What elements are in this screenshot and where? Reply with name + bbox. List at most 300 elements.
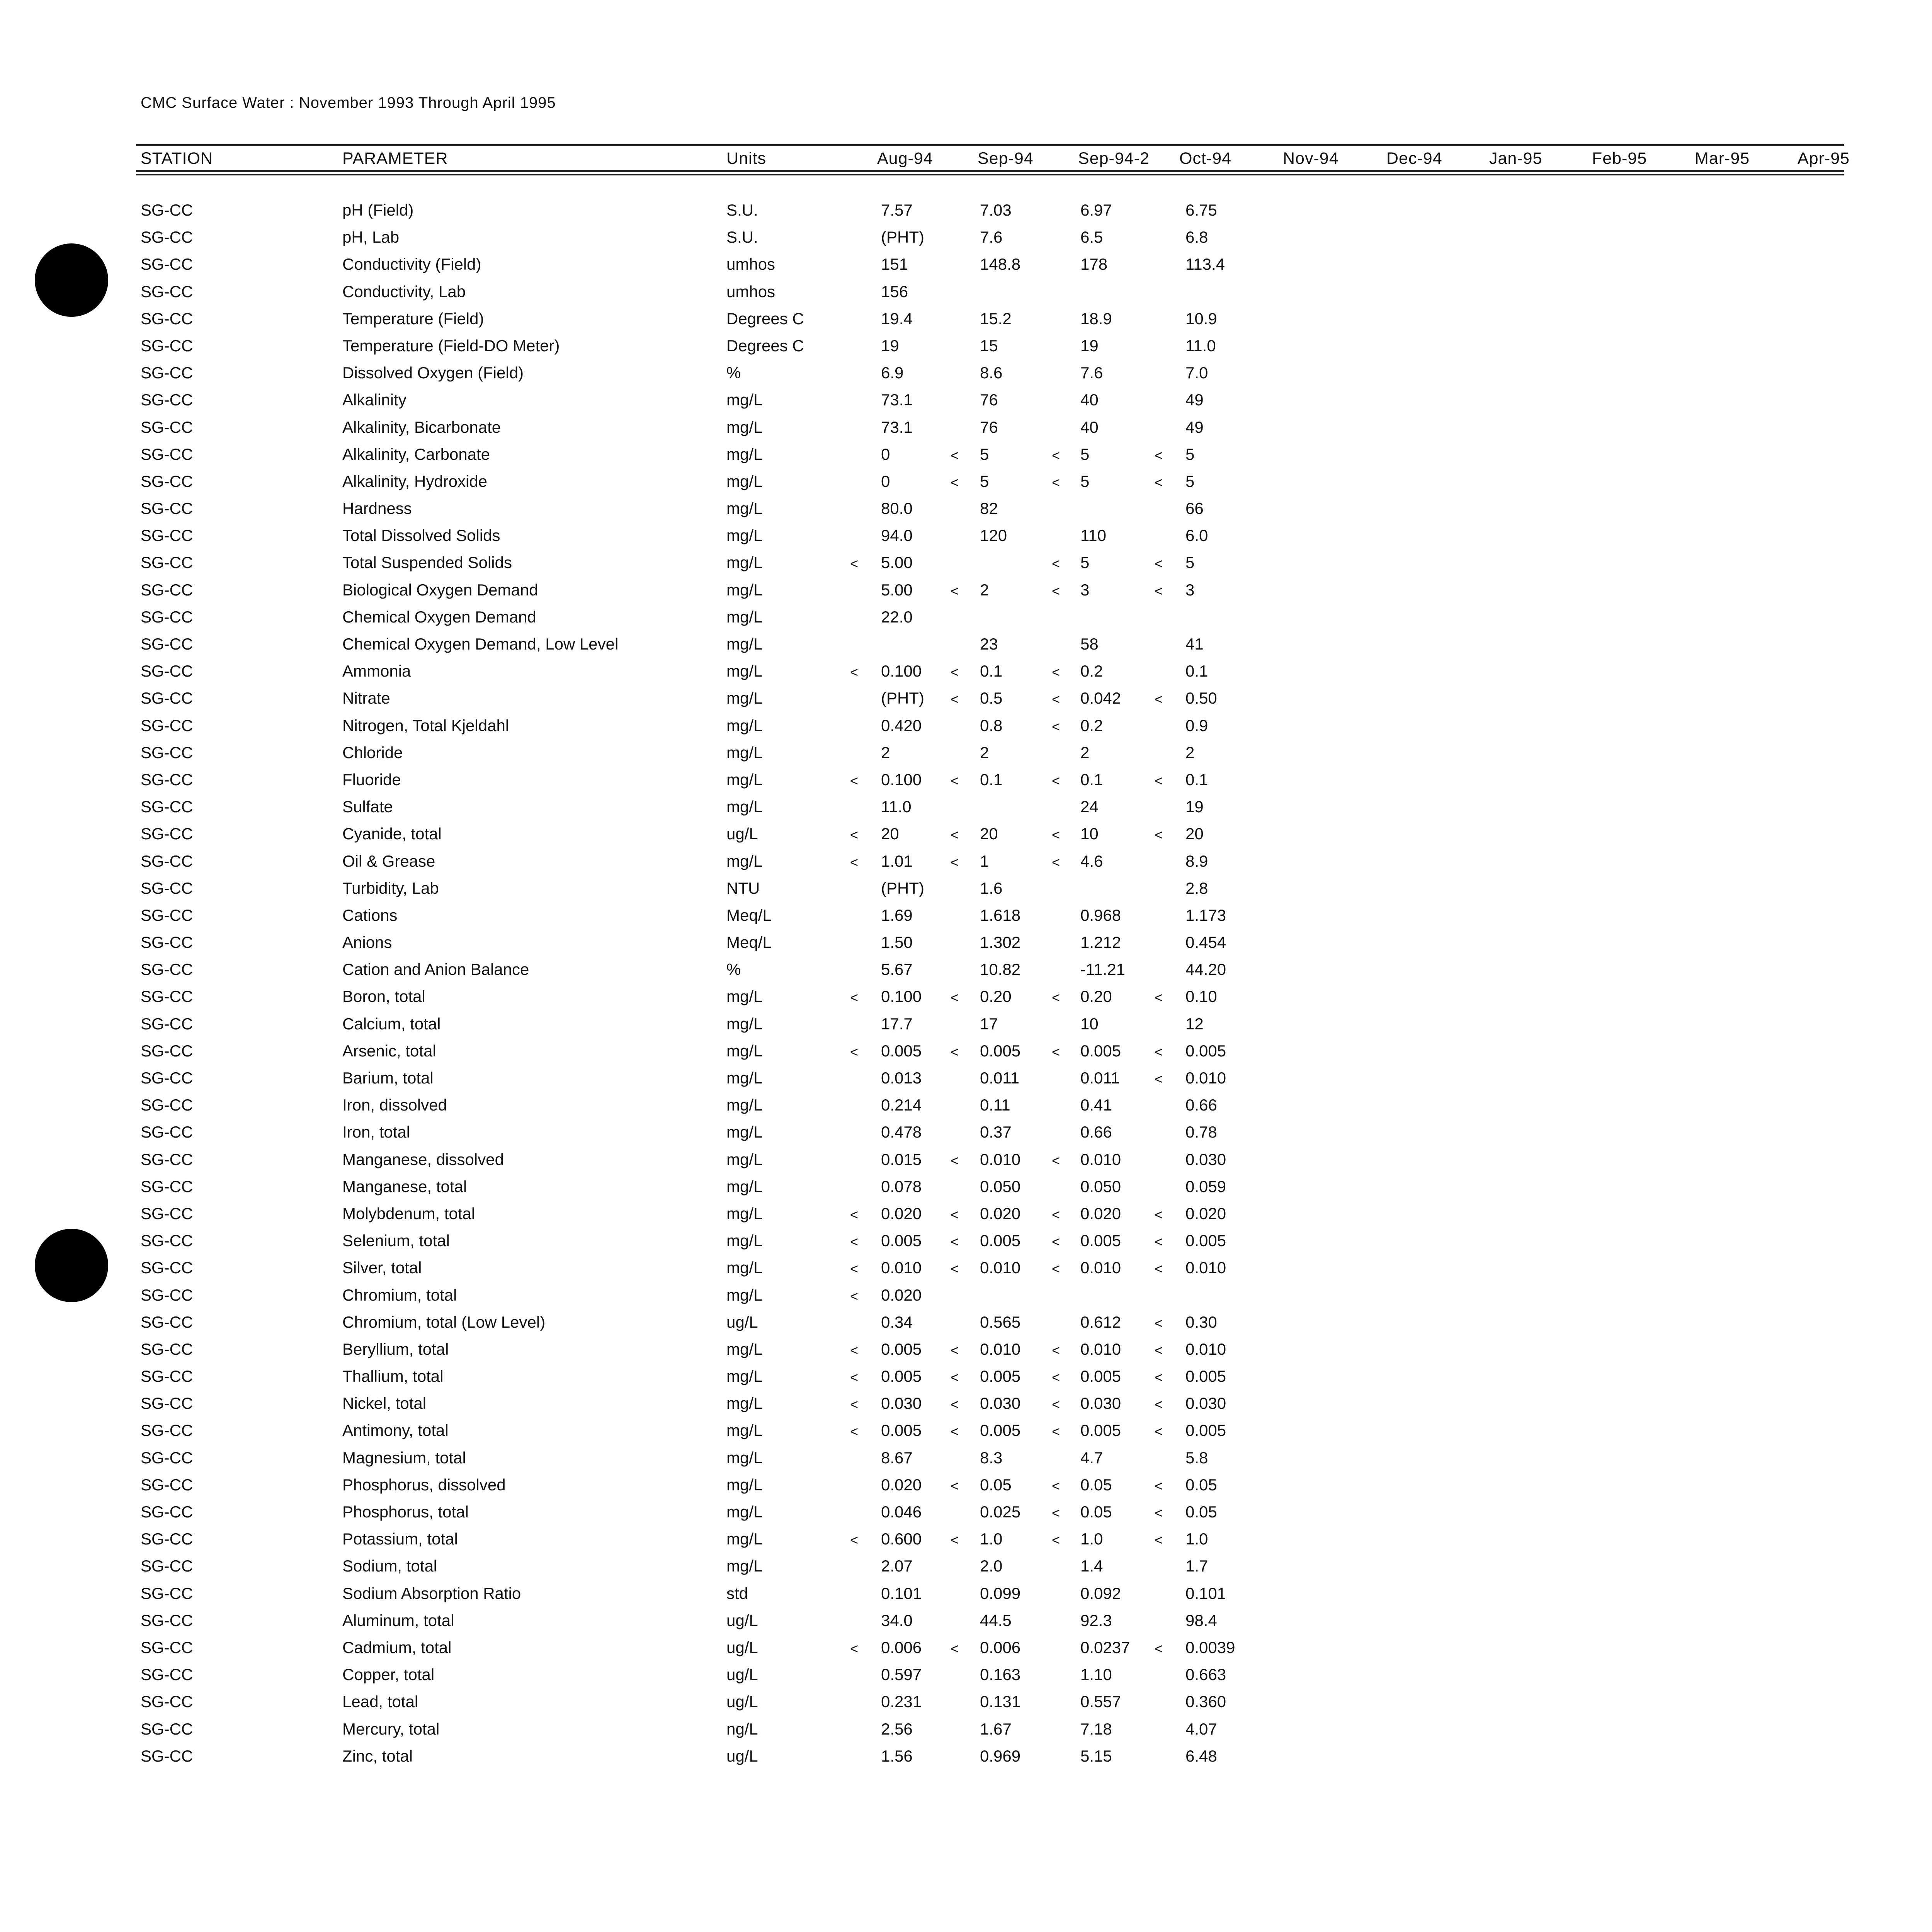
cell-value-sep2: 1.0 [1080, 1530, 1103, 1548]
cell-parameter: Manganese, dissolved [342, 1150, 504, 1168]
less-than-qualifier: < [1052, 1478, 1060, 1494]
cell-value-oct: 10.9 [1185, 309, 1217, 328]
cell-units: mg/L [726, 1231, 763, 1250]
header-month: Mar-95 [1695, 149, 1750, 168]
cell-value-sep: 8.3 [980, 1448, 1003, 1467]
cell-station: SG-CC [141, 1611, 193, 1629]
cell-value-sep: 0.010 [980, 1340, 1021, 1358]
cell-parameter: Biological Oxygen Demand [342, 580, 538, 599]
cell-value-sep: 0.030 [980, 1394, 1021, 1413]
cell-units: mg/L [726, 1448, 763, 1467]
table-row [0, 848, 1932, 875]
table-row [0, 1580, 1932, 1607]
cell-parameter: Dissolved Oxygen (Field) [342, 364, 524, 382]
table-row [0, 495, 1932, 522]
cell-parameter: Turbidity, Lab [342, 879, 439, 897]
cell-station: SG-CC [141, 499, 193, 518]
cell-station: SG-CC [141, 1204, 193, 1223]
header-month: Sep-94-2 [1078, 149, 1150, 168]
cell-station: SG-CC [141, 1340, 193, 1358]
less-than-qualifier: < [1052, 718, 1060, 735]
cell-value-oct: 0.663 [1185, 1665, 1226, 1684]
cell-value-aug: (PHT) [881, 228, 924, 247]
less-than-qualifier: < [1155, 990, 1163, 1006]
cell-parameter: Chromium, total [342, 1286, 457, 1304]
cell-value-sep2: 7.18 [1080, 1719, 1112, 1738]
cell-value-oct: 1.0 [1185, 1530, 1208, 1548]
cell-units: % [726, 364, 741, 382]
cell-units: ng/L [726, 1719, 758, 1738]
cell-value-sep: 1 [980, 852, 989, 870]
table-row [0, 1011, 1932, 1038]
cell-units: mg/L [726, 1503, 763, 1521]
cell-units: mg/L [726, 1096, 763, 1114]
cell-parameter: Conductivity, Lab [342, 282, 466, 301]
cell-value-sep2: 0.005 [1080, 1367, 1121, 1386]
cell-value-sep2: 0.011 [1080, 1069, 1120, 1087]
cell-value-sep2: 4.6 [1080, 852, 1103, 870]
table-row [0, 1309, 1932, 1336]
cell-units: mg/L [726, 607, 763, 626]
header-month: Feb-95 [1592, 149, 1647, 168]
cell-value-sep2: 0.005 [1080, 1231, 1121, 1250]
cell-value-sep2: 0.005 [1080, 1041, 1121, 1060]
cell-parameter: Conductivity (Field) [342, 255, 481, 274]
cell-value-aug: 19 [881, 336, 899, 355]
cell-value-oct: 0.9 [1185, 716, 1208, 735]
cell-value-sep2: 10 [1080, 825, 1099, 843]
cell-value-sep2: 0.050 [1080, 1177, 1121, 1196]
cell-value-aug: 0.478 [881, 1123, 922, 1141]
cell-parameter: Beryllium, total [342, 1340, 449, 1358]
cell-station: SG-CC [141, 743, 193, 762]
cell-units: mg/L [726, 635, 763, 653]
cell-value-sep: 0.131 [980, 1692, 1021, 1711]
cell-value-oct: 0.05 [1185, 1475, 1217, 1494]
table-row [0, 1553, 1932, 1580]
table-row [0, 197, 1932, 224]
cell-station: SG-CC [141, 445, 193, 463]
cell-value-aug: 22.0 [881, 607, 913, 626]
cell-station: SG-CC [141, 1448, 193, 1467]
cell-units: Degrees C [726, 336, 804, 355]
cell-value-oct: 5 [1185, 445, 1195, 463]
less-than-qualifier: < [1052, 1206, 1060, 1223]
cell-value-oct: 98.4 [1185, 1611, 1217, 1629]
cell-parameter: Cadmium, total [342, 1638, 452, 1656]
cell-parameter: Sulfate [342, 798, 393, 816]
header-month: Nov-94 [1283, 149, 1339, 168]
cell-parameter: Selenium, total [342, 1231, 450, 1250]
cell-units: mg/L [726, 743, 763, 762]
cell-value-sep2: 4.7 [1080, 1448, 1103, 1467]
less-than-qualifier: < [951, 1152, 959, 1168]
cell-parameter: Cations [342, 906, 398, 924]
cell-value-sep2: 10 [1080, 1014, 1099, 1033]
less-than-qualifier: < [1052, 556, 1060, 572]
cell-parameter: Zinc, total [342, 1747, 413, 1765]
cell-value-oct: 2.8 [1185, 879, 1208, 897]
cell-value-aug: 2.56 [881, 1719, 913, 1738]
less-than-qualifier: < [850, 854, 859, 870]
cell-units: ug/L [726, 1692, 758, 1711]
cell-value-oct: 19 [1185, 798, 1204, 816]
cell-value-oct: 0.010 [1185, 1069, 1226, 1087]
cell-value-sep: 0.11 [980, 1096, 1010, 1114]
cell-value-sep2: 0.968 [1080, 906, 1121, 924]
table-row [0, 821, 1932, 848]
cell-parameter: Phosphorus, total [342, 1503, 469, 1521]
cell-value-sep2: 0.092 [1080, 1584, 1121, 1602]
cell-station: SG-CC [141, 689, 193, 707]
cell-parameter: Potassium, total [342, 1530, 458, 1548]
cell-value-oct: 5 [1185, 553, 1195, 572]
cell-value-sep: 23 [980, 635, 998, 653]
cell-value-oct: 3 [1185, 580, 1195, 599]
cell-value-sep: 0.099 [980, 1584, 1021, 1602]
cell-value-sep: 1.67 [980, 1719, 1012, 1738]
cell-value-sep: 0.020 [980, 1204, 1021, 1223]
cell-value-oct: 0.030 [1185, 1150, 1226, 1168]
cell-value-sep2: 0.030 [1080, 1394, 1121, 1413]
cell-value-sep: 2 [980, 743, 989, 762]
cell-units: mg/L [726, 1286, 763, 1304]
cell-parameter: Iron, total [342, 1123, 410, 1141]
cell-value-aug: (PHT) [881, 689, 924, 707]
cell-parameter: Boron, total [342, 987, 425, 1006]
less-than-qualifier: < [1155, 556, 1163, 572]
less-than-qualifier: < [850, 1342, 859, 1358]
cell-value-aug: 156 [881, 282, 908, 301]
cell-units: mg/L [726, 1475, 763, 1494]
cell-value-sep2: 6.97 [1080, 201, 1112, 219]
cell-station: SG-CC [141, 1475, 193, 1494]
cell-value-sep: 5 [980, 445, 989, 463]
cell-station: SG-CC [141, 906, 193, 924]
cell-parameter: Calcium, total [342, 1014, 441, 1033]
cell-value-oct: 0.10 [1185, 987, 1217, 1006]
cell-value-oct: 0.020 [1185, 1204, 1226, 1223]
cell-units: mg/L [726, 1123, 763, 1141]
cell-value-sep2: 19 [1080, 336, 1099, 355]
less-than-qualifier: < [951, 1261, 959, 1277]
cell-units: mg/L [726, 1259, 763, 1277]
less-than-qualifier: < [1155, 1234, 1163, 1250]
less-than-qualifier: < [1155, 1396, 1163, 1413]
cell-value-sep2: 0.66 [1080, 1123, 1112, 1141]
header-month: Jan-95 [1489, 149, 1543, 168]
cell-station: SG-CC [141, 1177, 193, 1196]
table-row [0, 1092, 1932, 1119]
cell-units: ug/L [726, 1747, 758, 1765]
cell-value-oct: 0.30 [1185, 1313, 1217, 1331]
cell-value-oct: 0.005 [1185, 1041, 1226, 1060]
less-than-qualifier: < [1052, 854, 1060, 870]
cell-station: SG-CC [141, 798, 193, 816]
less-than-qualifier: < [1052, 1044, 1060, 1060]
data-table-body [0, 197, 1932, 1770]
cell-parameter: Alkalinity, Bicarbonate [342, 418, 501, 436]
cell-value-aug: 0.006 [881, 1638, 922, 1656]
less-than-qualifier: < [1052, 1423, 1060, 1440]
cell-parameter: Magnesium, total [342, 1448, 466, 1467]
cell-value-aug: 5.00 [881, 553, 913, 572]
table-row [0, 956, 1932, 983]
cell-parameter: Nitrogen, Total Kjeldahl [342, 716, 509, 735]
cell-value-oct: 20 [1185, 825, 1204, 843]
table-row [0, 1689, 1932, 1716]
cell-value-aug: 94.0 [881, 526, 913, 545]
cell-parameter: Hardness [342, 499, 412, 518]
table-row [0, 1743, 1932, 1770]
cell-value-aug: 0.020 [881, 1475, 922, 1494]
less-than-qualifier: < [1052, 827, 1060, 843]
cell-value-aug: 0.005 [881, 1041, 922, 1060]
cell-units: ug/L [726, 1638, 758, 1656]
less-than-qualifier: < [951, 1396, 959, 1413]
cell-value-aug: 0 [881, 445, 890, 463]
cell-value-sep2: 6.5 [1080, 228, 1103, 247]
cell-value-aug: 0.100 [881, 770, 922, 789]
table-row [0, 1146, 1932, 1173]
cell-value-sep: 1.302 [980, 933, 1021, 952]
cell-parameter: Antimony, total [342, 1421, 449, 1440]
header-station: STATION [141, 149, 213, 168]
cell-value-sep2: 1.10 [1080, 1665, 1112, 1684]
less-than-qualifier: < [1052, 1152, 1060, 1168]
cell-station: SG-CC [141, 987, 193, 1006]
less-than-qualifier: < [1155, 1478, 1163, 1494]
cell-value-aug: 0.013 [881, 1069, 922, 1087]
less-than-qualifier: < [1155, 1044, 1163, 1060]
less-than-qualifier: < [850, 556, 859, 572]
cell-station: SG-CC [141, 418, 193, 436]
cell-value-sep2: 0.2 [1080, 662, 1103, 680]
cell-units: NTU [726, 879, 760, 897]
cell-station: SG-CC [141, 1584, 193, 1602]
cell-value-oct: 11.0 [1185, 336, 1216, 355]
table-row [0, 604, 1932, 631]
table-row [0, 306, 1932, 333]
table-row [0, 902, 1932, 929]
cell-parameter: Ammonia [342, 662, 411, 680]
cell-units: S.U. [726, 201, 758, 219]
less-than-qualifier: < [1155, 691, 1163, 707]
less-than-qualifier: < [951, 583, 959, 599]
cell-value-oct: 1.7 [1185, 1557, 1208, 1575]
cell-value-sep2: 0.010 [1080, 1150, 1121, 1168]
cell-value-sep: 0.1 [980, 662, 1003, 680]
report-title: CMC Surface Water : November 1993 Through April 1995 [141, 94, 556, 111]
cell-value-aug: 17.7 [881, 1014, 913, 1033]
cell-value-oct: 7.0 [1185, 364, 1208, 382]
table-row [0, 1038, 1932, 1065]
cell-station: SG-CC [141, 1231, 193, 1250]
less-than-qualifier: < [951, 664, 959, 680]
header-rule-top [136, 144, 1844, 146]
less-than-qualifier: < [850, 1234, 859, 1250]
cell-value-sep2: 58 [1080, 635, 1099, 653]
cell-units: mg/L [726, 526, 763, 545]
cell-station: SG-CC [141, 336, 193, 355]
less-than-qualifier: < [850, 1640, 859, 1656]
table-row [0, 577, 1932, 604]
cell-station: SG-CC [141, 364, 193, 382]
cell-value-sep2: 40 [1080, 391, 1099, 409]
less-than-qualifier: < [951, 1640, 959, 1656]
less-than-qualifier: < [1052, 772, 1060, 789]
cell-value-oct: 8.9 [1185, 852, 1208, 870]
cell-station: SG-CC [141, 1421, 193, 1440]
cell-value-sep2: 0.2 [1080, 716, 1103, 735]
cell-station: SG-CC [141, 1530, 193, 1548]
cell-parameter: Nickel, total [342, 1394, 427, 1413]
table-row [0, 1336, 1932, 1363]
cell-value-oct: 0.005 [1185, 1231, 1226, 1250]
cell-value-sep2: 0.020 [1080, 1204, 1121, 1223]
cell-station: SG-CC [141, 309, 193, 328]
cell-value-sep: 10.82 [980, 960, 1021, 979]
cell-units: mg/L [726, 1177, 763, 1196]
cell-value-sep: 0.1 [980, 770, 1003, 789]
cell-value-aug: 73.1 [881, 418, 913, 436]
table-row [0, 1472, 1932, 1499]
cell-parameter: Molybdenum, total [342, 1204, 475, 1223]
cell-value-oct: 66 [1185, 499, 1204, 518]
cell-value-aug: 0.005 [881, 1421, 922, 1440]
cell-value-sep: 17 [980, 1014, 998, 1033]
table-row [0, 713, 1932, 740]
cell-value-aug: 151 [881, 255, 908, 274]
cell-parameter: Arsenic, total [342, 1041, 436, 1060]
cell-station: SG-CC [141, 1313, 193, 1331]
cell-value-oct: 0.005 [1185, 1367, 1226, 1386]
less-than-qualifier: < [951, 854, 959, 870]
less-than-qualifier: < [1052, 1505, 1060, 1521]
cell-value-oct: 0.101 [1185, 1584, 1226, 1602]
cell-value-aug: 0.214 [881, 1096, 922, 1114]
cell-value-sep2: 0.05 [1080, 1475, 1112, 1494]
cell-station: SG-CC [141, 607, 193, 626]
less-than-qualifier: < [951, 447, 959, 463]
table-row [0, 1201, 1932, 1228]
cell-units: Meq/L [726, 906, 772, 924]
table-row [0, 224, 1932, 251]
table-row [0, 522, 1932, 549]
cell-value-aug: 0.005 [881, 1367, 922, 1386]
cell-station: SG-CC [141, 933, 193, 952]
cell-value-aug: 0.34 [881, 1313, 913, 1331]
cell-value-aug: 0.597 [881, 1665, 922, 1684]
cell-station: SG-CC [141, 1150, 193, 1168]
cell-parameter: Cyanide, total [342, 825, 442, 843]
cell-station: SG-CC [141, 1096, 193, 1114]
cell-value-sep: 0.005 [980, 1421, 1021, 1440]
cell-value-aug: 2 [881, 743, 890, 762]
cell-value-oct: 0.360 [1185, 1692, 1226, 1711]
table-row [0, 360, 1932, 387]
cell-parameter: Alkalinity, Carbonate [342, 445, 490, 463]
cell-value-sep2: 0.612 [1080, 1313, 1121, 1331]
cell-parameter: Manganese, total [342, 1177, 467, 1196]
table-row [0, 1363, 1932, 1390]
cell-units: % [726, 960, 741, 979]
cell-units: mg/L [726, 987, 763, 1006]
table-row [0, 549, 1932, 577]
less-than-qualifier: < [1052, 474, 1060, 490]
table-row [0, 685, 1932, 712]
cell-station: SG-CC [141, 960, 193, 979]
less-than-qualifier: < [850, 1261, 859, 1277]
cell-value-sep2: 0.042 [1080, 689, 1121, 707]
cell-station: SG-CC [141, 852, 193, 870]
cell-value-aug: 1.56 [881, 1747, 913, 1765]
table-row [0, 1065, 1932, 1092]
cell-parameter: Barium, total [342, 1069, 434, 1087]
cell-value-oct: 12 [1185, 1014, 1204, 1033]
cell-parameter: Alkalinity [342, 391, 406, 409]
cell-parameter: Oil & Grease [342, 852, 435, 870]
cell-value-aug: 0.030 [881, 1394, 922, 1413]
less-than-qualifier: < [1052, 583, 1060, 599]
cell-value-oct: 0.1 [1185, 770, 1208, 789]
cell-parameter: Temperature (Field) [342, 309, 484, 328]
cell-value-sep2: 18.9 [1080, 309, 1112, 328]
table-row [0, 1282, 1932, 1309]
cell-station: SG-CC [141, 1286, 193, 1304]
cell-units: mg/L [726, 716, 763, 735]
table-row [0, 333, 1932, 360]
header-month: Oct-94 [1179, 149, 1232, 168]
cell-parameter: Chemical Oxygen Demand, Low Level [342, 635, 619, 653]
less-than-qualifier: < [1052, 691, 1060, 707]
table-row [0, 740, 1932, 767]
cell-parameter: Chemical Oxygen Demand [342, 607, 536, 626]
cell-value-sep2: 0.05 [1080, 1503, 1112, 1521]
cell-value-sep2: 7.6 [1080, 364, 1103, 382]
cell-value-oct: 49 [1185, 418, 1204, 436]
cell-value-oct: 41 [1185, 635, 1204, 653]
cell-station: SG-CC [141, 580, 193, 599]
cell-station: SG-CC [141, 1041, 193, 1060]
cell-value-sep: 82 [980, 499, 998, 518]
table-row [0, 441, 1932, 468]
cell-parameter: Thallium, total [342, 1367, 444, 1386]
less-than-qualifier: < [1155, 1640, 1163, 1656]
table-row [0, 387, 1932, 414]
cell-value-sep: 0.20 [980, 987, 1012, 1006]
less-than-qualifier: < [951, 1234, 959, 1250]
cell-station: SG-CC [141, 472, 193, 490]
cell-units: ug/L [726, 825, 758, 843]
cell-units: mg/L [726, 662, 763, 680]
table-row [0, 767, 1932, 794]
cell-units: mg/L [726, 1421, 763, 1440]
cell-units: mg/L [726, 1394, 763, 1413]
cell-parameter: Copper, total [342, 1665, 435, 1684]
cell-units: mg/L [726, 1150, 763, 1168]
cell-value-sep2: 2 [1080, 743, 1090, 762]
cell-value-sep: 0.5 [980, 689, 1003, 707]
cell-units: mg/L [726, 580, 763, 599]
less-than-qualifier: < [1155, 1071, 1163, 1087]
cell-units: mg/L [726, 499, 763, 518]
cell-units: mg/L [726, 1041, 763, 1060]
less-than-qualifier: < [1052, 1396, 1060, 1413]
cell-units: Degrees C [726, 309, 804, 328]
cell-value-sep: 0.565 [980, 1313, 1021, 1331]
cell-value-sep2: 3 [1080, 580, 1090, 599]
